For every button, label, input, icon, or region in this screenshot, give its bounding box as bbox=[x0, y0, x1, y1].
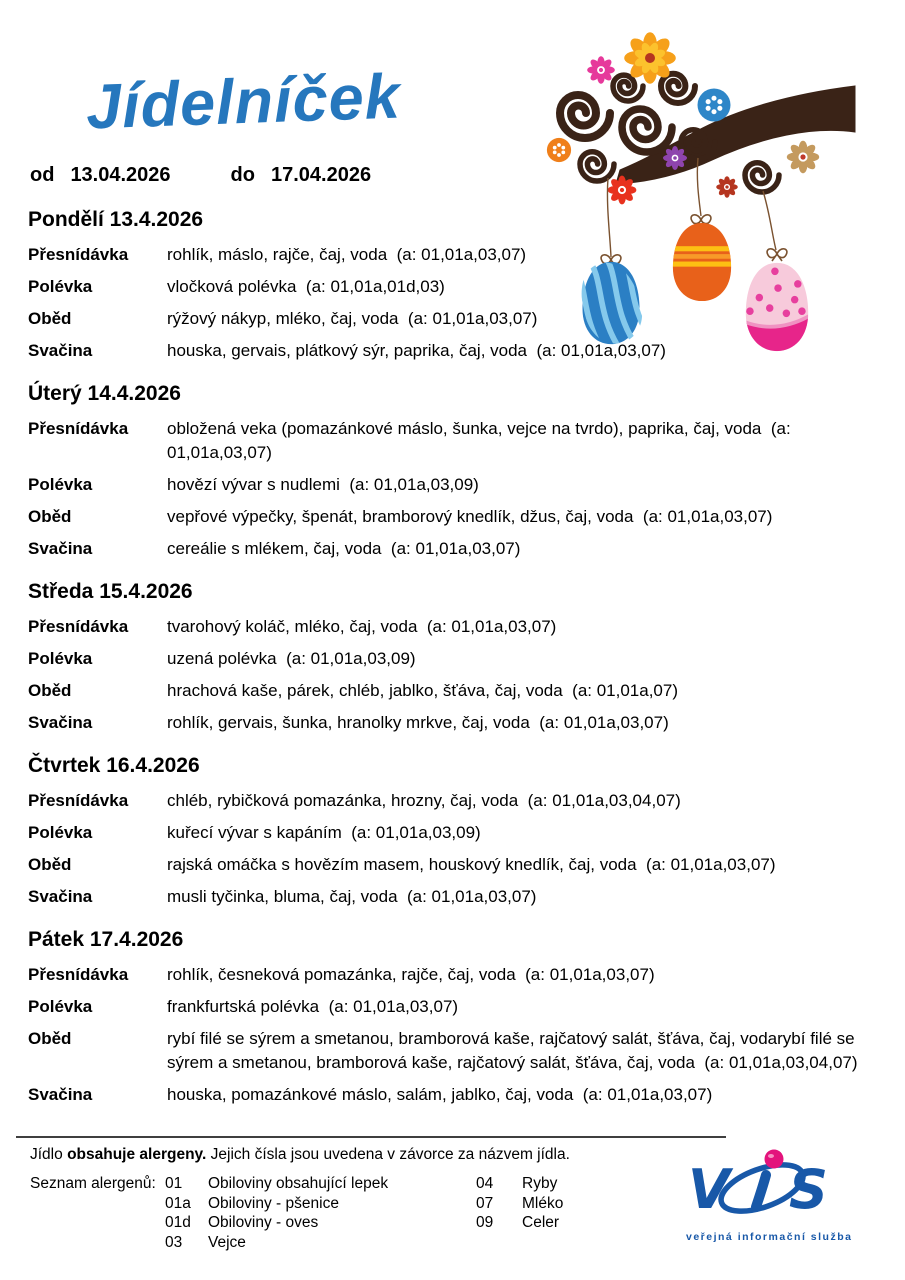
allergen-row bbox=[165, 1233, 476, 1253]
meal-label: Svačina bbox=[28, 1085, 93, 1104]
day-section bbox=[28, 381, 880, 565]
date-from-value: 13.04.2026 bbox=[70, 164, 171, 186]
menu-row bbox=[28, 1079, 880, 1111]
vis-letter-s: S bbox=[789, 1158, 828, 1221]
menu-row bbox=[28, 643, 880, 675]
meal-text: rohlík, gervais, šunka, hranolky mrkve, čaj, voda (a: 01,01a,03,07) bbox=[167, 713, 669, 732]
meal-label: Polévka bbox=[28, 277, 93, 296]
date-from-label: od bbox=[30, 164, 55, 186]
menu-days bbox=[28, 207, 880, 1111]
allergen-name: Obiloviny - pšenice bbox=[208, 1194, 339, 1212]
meal-label: Oběd bbox=[28, 507, 72, 526]
meal-label: Oběd bbox=[28, 855, 72, 874]
meal-label: Přesnídávka bbox=[28, 965, 129, 984]
allergen-row bbox=[165, 1194, 476, 1214]
vis-pink-dot-icon bbox=[765, 1150, 784, 1169]
allergen-code: 07 bbox=[476, 1194, 494, 1212]
vis-logo-icon bbox=[686, 1148, 838, 1222]
menu-row bbox=[28, 533, 880, 565]
menu-row bbox=[28, 707, 880, 739]
allergen-code: 04 bbox=[476, 1175, 494, 1192]
allergen-column-2 bbox=[476, 1174, 563, 1252]
day-heading: Pondělí 13.4.2026 bbox=[28, 208, 204, 231]
day-heading: Středa 15.4.2026 bbox=[28, 580, 193, 603]
menu-row bbox=[28, 469, 880, 501]
allergen-note-suffix: Jejich čísla jsou uvedena v závorce za názvem jídla. bbox=[206, 1146, 570, 1163]
allergen-name: Celer bbox=[522, 1214, 560, 1231]
meal-text: vepřové výpečky, špenát, bramborový knedlík, džus, čaj, voda (a: 01,01a,03,07) bbox=[167, 507, 773, 526]
meal-text: rýžový nákyp, mléko, čaj, voda (a: 01,01a,03,07) bbox=[167, 309, 538, 328]
meal-label: Svačina bbox=[28, 887, 93, 906]
menu-row bbox=[28, 1023, 880, 1079]
meal-text: rybí filé se sýrem a smetanou, bramborová kaše, rajčatový salát, šťáva, čaj, vodarybí filé se sýrem a smetanou, bramborová kaše, rajčatový salát, šťáva, čaj, voda (a: 01,01a,03,04,07) bbox=[167, 1029, 860, 1072]
allergen-row bbox=[165, 1174, 476, 1194]
menu-row bbox=[28, 611, 880, 643]
allergen-name: Obiloviny obsahující lepek bbox=[208, 1175, 389, 1192]
vis-letter-i-stem bbox=[756, 1175, 766, 1207]
allergen-code: 01 bbox=[165, 1175, 183, 1192]
day-section bbox=[28, 579, 880, 739]
day-heading: Čtvrtek 16.4.2026 bbox=[28, 754, 200, 777]
menu-row bbox=[28, 785, 880, 817]
meal-text: cereálie s mlékem, čaj, voda (a: 01,01a,03,07) bbox=[167, 539, 521, 558]
meal-label: Svačina bbox=[28, 539, 93, 558]
meal-label: Polévka bbox=[28, 475, 93, 494]
allergen-name: Ryby bbox=[522, 1175, 558, 1192]
meal-label: Polévka bbox=[28, 997, 93, 1016]
meal-text: rajská omáčka s hovězím masem, houskový knedlík, čaj, voda (a: 01,01a,03,07) bbox=[167, 855, 776, 874]
date-range bbox=[30, 164, 371, 187]
vis-tagline: veřejná informační služba bbox=[686, 1231, 853, 1243]
meal-text: obložená veka (pomazánkové máslo, šunka, vejce na tvrdo), paprika, čaj, voda (a: 01,01a,03,07) bbox=[167, 419, 796, 462]
menu-row bbox=[28, 881, 880, 913]
meal-text: chléb, rybičková pomazánka, hrozny, čaj, voda (a: 01,01a,03,04,07) bbox=[167, 791, 681, 810]
allergen-row bbox=[476, 1194, 563, 1214]
menu-row bbox=[28, 239, 880, 271]
date-to-label: do bbox=[230, 164, 255, 186]
day-section bbox=[28, 927, 880, 1111]
meal-label: Přesnídávka bbox=[28, 617, 129, 636]
meal-text: tvarohový koláč, mléko, čaj, voda (a: 01,01a,03,07) bbox=[167, 617, 557, 636]
menu-row bbox=[28, 413, 880, 469]
day-heading: Úterý 14.4.2026 bbox=[28, 382, 181, 405]
menu-row bbox=[28, 817, 880, 849]
meal-text: hrachová kaše, párek, chléb, jablko, šťáva, čaj, voda (a: 01,01a,07) bbox=[167, 681, 679, 700]
allergen-code: 09 bbox=[476, 1214, 494, 1231]
page-title: Jídelníček bbox=[84, 61, 402, 143]
meal-label: Polévka bbox=[28, 823, 93, 842]
meal-text: houska, pomazánkové máslo, salám, jablko, čaj, voda (a: 01,01a,03,07) bbox=[167, 1085, 713, 1104]
meal-label: Polévka bbox=[28, 649, 93, 668]
allergen-row bbox=[476, 1174, 563, 1194]
menu-row bbox=[28, 849, 880, 881]
allergen-code: 01a bbox=[165, 1194, 191, 1212]
meal-text: frankfurtská polévka (a: 01,01a,03,07) bbox=[167, 997, 459, 1016]
menu-row bbox=[28, 959, 880, 991]
meal-label: Oběd bbox=[28, 309, 72, 328]
meal-label: Svačina bbox=[28, 713, 93, 732]
allergen-column-1 bbox=[165, 1174, 476, 1252]
allergen-note-prefix: Jídlo bbox=[30, 1146, 68, 1163]
meal-label: Přesnídávka bbox=[28, 419, 129, 438]
meal-text: vločková polévka (a: 01,01a,01d,03) bbox=[167, 277, 445, 296]
menu-row bbox=[28, 271, 880, 303]
allergen-note-bold: obsahuje alergeny. bbox=[67, 1146, 207, 1163]
meal-label: Svačina bbox=[28, 341, 93, 360]
day-heading: Pátek 17.4.2026 bbox=[28, 928, 184, 951]
allergen-name: Mléko bbox=[522, 1194, 564, 1212]
meal-label: Oběd bbox=[28, 1029, 72, 1048]
allergen-name: Vejce bbox=[208, 1233, 246, 1251]
allergen-row bbox=[165, 1213, 476, 1233]
meal-text: houska, gervais, plátkový sýr, paprika, čaj, voda (a: 01,01a,03,07) bbox=[167, 341, 666, 360]
menu-row bbox=[28, 303, 880, 335]
vis-logo bbox=[686, 1148, 853, 1243]
allergen-code: 03 bbox=[165, 1233, 183, 1251]
menu-row bbox=[28, 501, 880, 533]
allergen-row bbox=[476, 1213, 563, 1233]
menu-row bbox=[28, 991, 880, 1023]
meal-text: rohlík, česneková pomazánka, rajče, čaj, voda (a: 01,01a,03,07) bbox=[167, 965, 655, 984]
meal-label: Přesnídávka bbox=[28, 791, 129, 810]
meal-label: Přesnídávka bbox=[28, 245, 129, 264]
meal-text: uzená polévka (a: 01,01a,03,09) bbox=[167, 649, 416, 668]
allergen-list-label: Seznam alergenů: bbox=[30, 1175, 156, 1192]
day-section bbox=[28, 207, 880, 367]
meal-label: Oběd bbox=[28, 681, 72, 700]
day-section bbox=[28, 753, 880, 913]
date-to-value: 17.04.2026 bbox=[270, 164, 372, 186]
vis-letter-v: V bbox=[688, 1158, 730, 1221]
separator-line bbox=[16, 1136, 726, 1138]
meal-text: rohlík, máslo, rajče, čaj, voda (a: 01,01a,03,07) bbox=[167, 245, 527, 264]
meal-text: kuřecí vývar s kapáním (a: 01,01a,03,09) bbox=[167, 823, 481, 842]
allergen-name: Obiloviny - oves bbox=[208, 1214, 319, 1231]
meal-text: hovězí vývar s nudlemi (a: 01,01a,03,09) bbox=[167, 475, 479, 494]
allergen-code: 01d bbox=[165, 1214, 191, 1231]
menu-row bbox=[28, 675, 880, 707]
menu-row bbox=[28, 335, 880, 367]
meal-text: musli tyčinka, bluma, čaj, voda (a: 01,01a,03,07) bbox=[167, 887, 537, 906]
